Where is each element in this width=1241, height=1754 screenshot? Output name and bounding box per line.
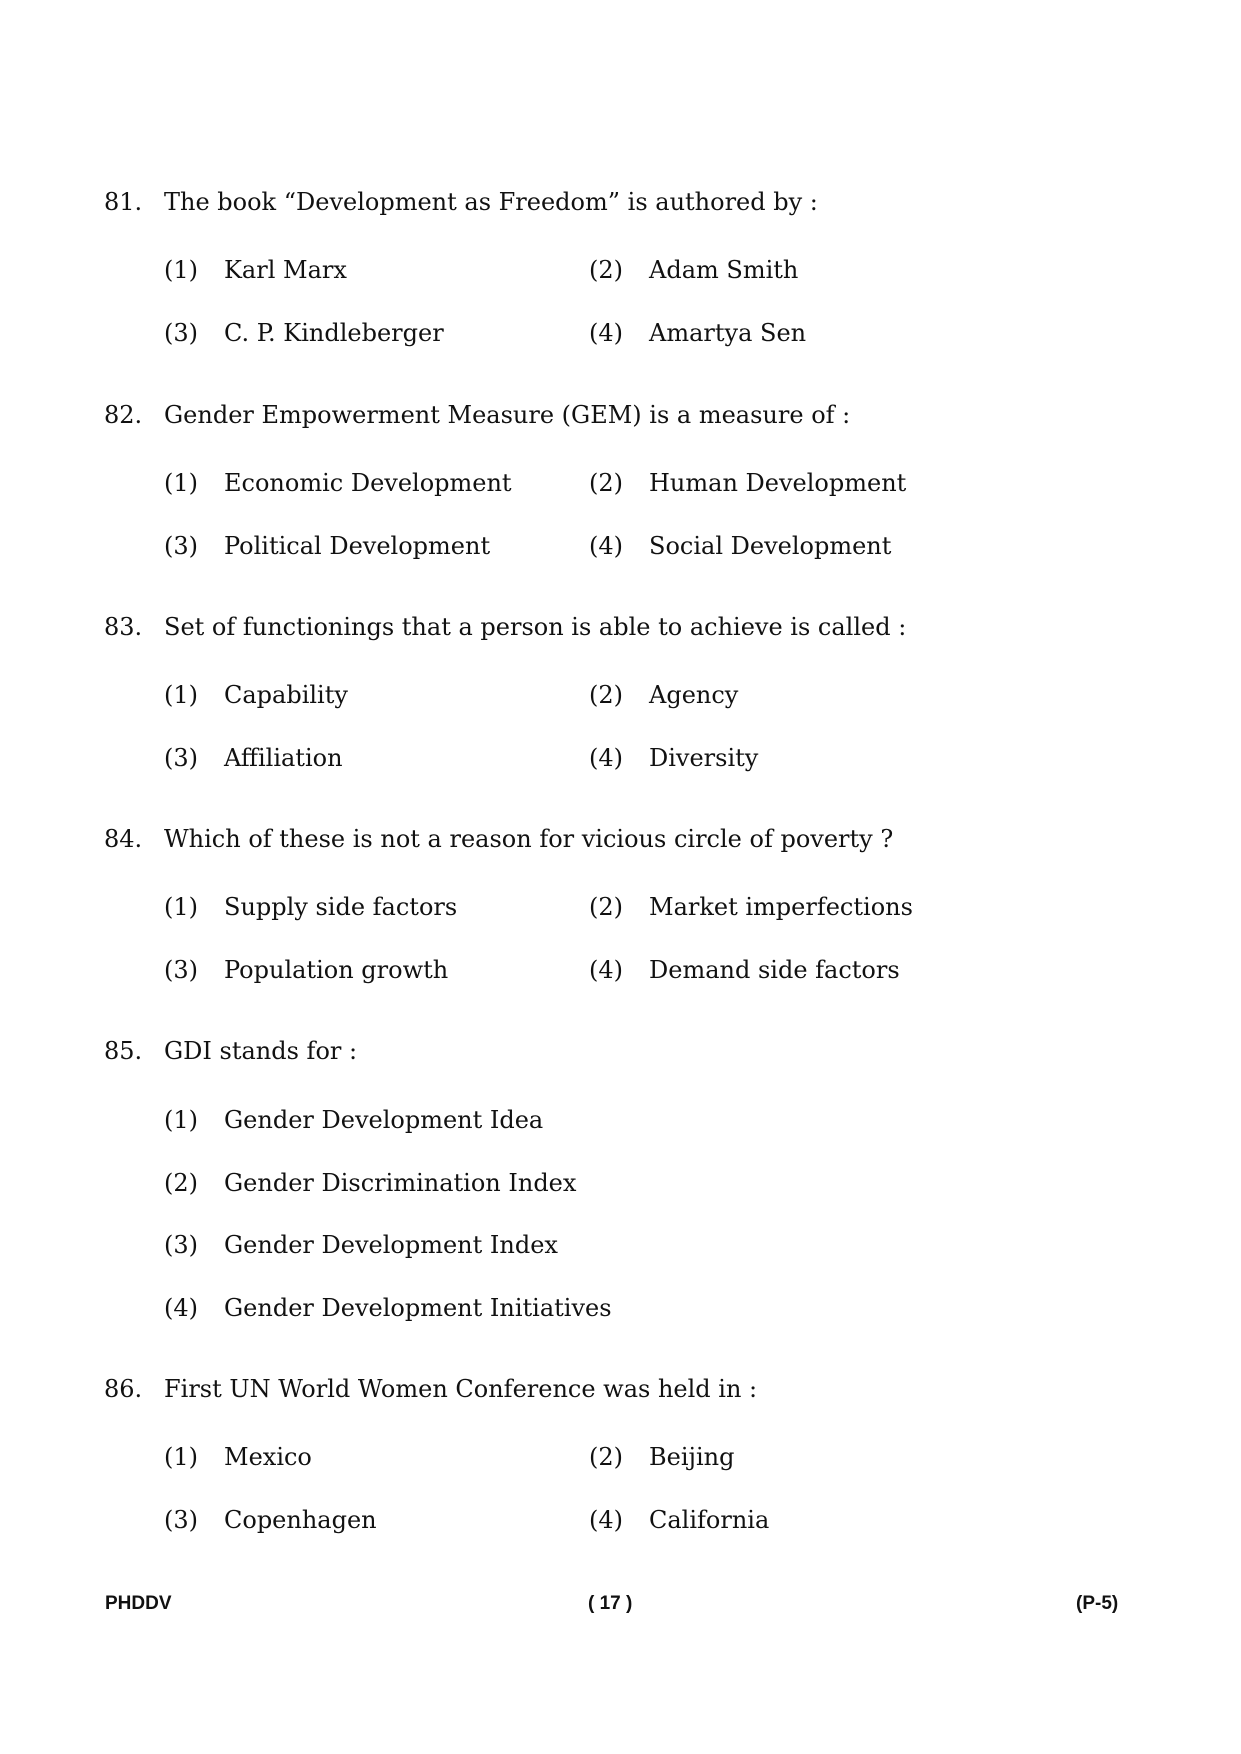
option-number: (3) [164,1506,198,1534]
option-text: Social Development [649,532,892,560]
option-text: Diversity [649,744,759,772]
footer-paper-code: PHDDV [105,1593,172,1614]
option-text: Amartya Sen [649,319,807,347]
option-text: Gender Development Initiatives [224,1294,612,1322]
option-number: (3) [164,956,198,984]
option-text: Affiliation [224,744,343,772]
option-number: (1) [164,893,198,921]
question-text: Gender Empowerment Measure (GEM) is a measure of : [164,401,851,429]
question-84 [0,823,1241,1003]
option-number: (4) [589,956,623,984]
option-text: Beijing [649,1443,735,1471]
question-number: 83. [104,613,143,641]
question-85 [0,1035,1241,1335]
option-number: (2) [589,1443,623,1471]
option-number: (2) [589,256,623,284]
question-text: Set of functionings that a person is able to achieve is called : [164,613,907,641]
option-text: Population growth [224,956,449,984]
option-number: (2) [589,893,623,921]
option-text: California [649,1506,770,1534]
option-number: (4) [164,1294,198,1322]
option-text: Supply side factors [224,893,458,921]
footer-page-number: ( 17 ) [588,1593,633,1614]
option-text: Agency [649,681,739,709]
option-text: Political Development [224,532,491,560]
option-number: (2) [589,469,623,497]
option-text: Human Development [649,469,907,497]
option-text: Demand side factors [649,956,900,984]
option-number: (2) [164,1169,198,1197]
question-number: 82. [104,401,143,429]
option-text: Gender Discrimination Index [224,1169,577,1197]
option-number: (4) [589,319,623,347]
option-number: (1) [164,256,198,284]
question-83 [0,611,1241,791]
option-text: Copenhagen [224,1506,377,1534]
option-number: (1) [164,469,198,497]
option-number: (1) [164,1106,198,1134]
option-text: Gender Development Idea [224,1106,544,1134]
question-text: GDI stands for : [164,1037,358,1065]
option-number: (3) [164,1231,198,1259]
option-text: Capability [224,681,348,709]
option-number: (4) [589,532,623,560]
question-82 [0,399,1241,579]
question-number: 85. [104,1037,143,1065]
question-text: Which of these is not a reason for vicious circle of poverty ? [164,825,894,853]
option-number: (1) [164,1443,198,1471]
option-text: Gender Development Index [224,1231,558,1259]
option-number: (3) [164,532,198,560]
option-text: Mexico [224,1443,312,1471]
option-text: C. P. Kindleberger [224,319,444,347]
option-text: Adam Smith [649,256,799,284]
option-text: Market imperfections [649,893,913,921]
question-number: 81. [104,188,143,216]
question-text: First UN World Women Conference was held in : [164,1375,758,1403]
question-number: 84. [104,825,143,853]
option-number: (4) [589,1506,623,1534]
option-text: Karl Marx [224,256,347,284]
question-81 [0,186,1241,366]
option-number: (4) [589,744,623,772]
option-number: (2) [589,681,623,709]
footer-set-code: (P-5) [1076,1593,1119,1614]
question-86 [0,1373,1241,1553]
option-number: (1) [164,681,198,709]
question-number: 86. [104,1375,143,1403]
question-text: The book “Development as Freedom” is authored by : [164,188,818,216]
option-text: Economic Development [224,469,512,497]
option-number: (3) [164,744,198,772]
option-number: (3) [164,319,198,347]
